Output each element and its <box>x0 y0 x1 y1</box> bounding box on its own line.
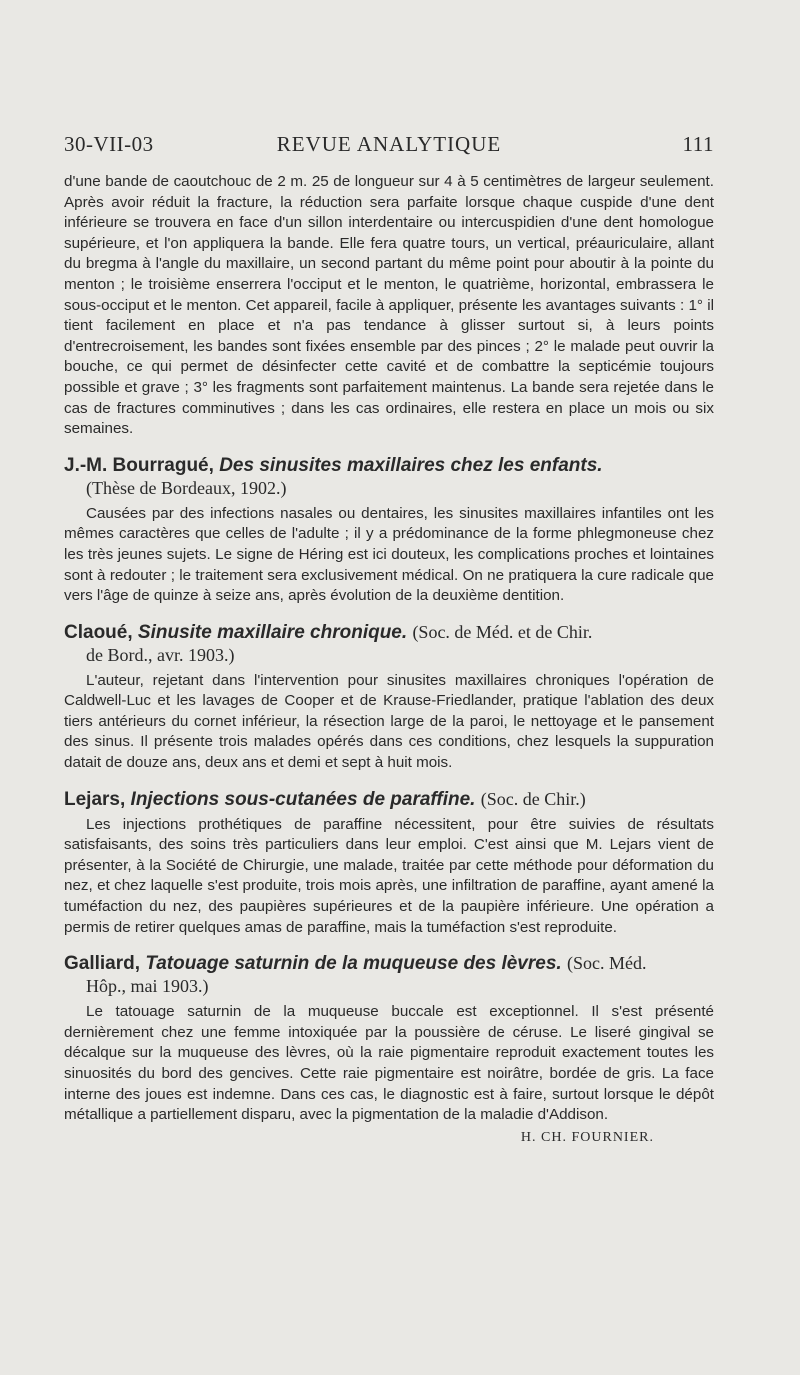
entry-heading <box>64 788 714 811</box>
review-entry <box>64 621 714 774</box>
entry-source: (Soc. de Chir.) <box>480 788 586 809</box>
entry-source-continued: Hôp., mai 1903.) <box>86 976 209 997</box>
review-entry <box>64 454 714 607</box>
signature: H. CH. FOURNIER. <box>520 1129 654 1145</box>
entry-text: L'auteur, rejetant dans l'intervention pour sinusites maxillaires chroniques l'opération de Caldwell-Luc et les lavages de Cooper et de Krause-Friedlander, pratique l'ablation des deux tiers antérieurs du cornet inférieur, la résection large de la paroi, le nettoyage et le pansement des sinus. Il présente trois malades opérés dans ces conditions, chez lesquels la suppuration datait de douze ans, deux ans et demi et sept à huit mois. <box>64 671 714 772</box>
review-entry <box>64 952 714 1148</box>
entry-work-title: Injections sous-cutanées de paraffine. <box>130 788 476 810</box>
entry-work-title: Des sinusites maxillaires chez les enfants. <box>219 454 603 476</box>
entry-heading <box>64 454 714 500</box>
entry-author: Galliard, <box>64 953 141 975</box>
entry-text: Les injections prothétiques de paraffine nécessitent, pour être suivies de résultats satisfaisants, des soins très particuliers dans leur emploi. C'est ainsi que M. Lejars vient de présenter, à la Société de Chirurgie, une malade, traitée par cette méthode pour déformation du nez, et chez laquelle s'est produite, trois mois après, une infiltration de paraffine, ayant amené la tuméfaction du nez, des paupières supérieures et de la paupière inférieure. Une opération a permis de retirer quelques amas de paraffine, mais la tuméfaction s'est reproduite. <box>64 815 714 936</box>
entry-work-title: Tatouage saturnin de la muqueuse des lèvres. <box>145 953 562 975</box>
entry-text: Causées par des infections nasales ou dentaires, les sinusites maxillaires infantiles ont les mêmes caractères que celles de l'adulte ; il y a prédominance de la forme phlegmoneuse chez les très jeunes sujets. Le signe de Héring est ici douteux, les complications proches et lointaines sont à redouter ; le traitement sera exclusivement médical. On ne pratiquera la cure radicale que vers l'âge de quinze à seize ans, après évolution de la deuxième dentition. <box>64 504 714 605</box>
review-entry <box>64 788 714 939</box>
entry-source: (Soc. de Méd. et de Chir. <box>412 621 593 642</box>
entry-author: Claoué, <box>64 621 133 643</box>
header-date: 30-VII-03 <box>64 132 154 156</box>
entry-source-continued: (Thèse de Bordeaux, 1902.) <box>86 477 287 498</box>
entry-heading <box>64 952 714 998</box>
entry-author: Lejars, <box>64 788 126 810</box>
intro-paragraph: d'une bande de caoutchouc de 2 m. 25 de longueur sur 4 à 5 centimètres de largeur seulement. Après avoir réduit la fracture, la réduction sera parfaite lorsque chaque cuspide d'une dent inférieure se trouvera en face d'un sillon interdentaire ou intercuspidien d'une dent homologue supérieure, et l'on appliquera la bande. Elle fera quatre tours, un vertical, préauriculaire, allant du bregma à l'angle du maxillaire, un second partant du même point pour aboutir à la pointe du menton ; le troisième enserrera l'occiput et le menton, le quatrième, horizontal, embrassera le sous-occiput et le menton. Cet appareil, facile à appliquer, présente les avantages suivants : 1° il tient facilement en place et n'a pas tendance à glisser surtout si, à leurs points d'entrecroisement, les bandes sont fixées ensemble par des pinces ; 2° le malade peut ouvrir la bouche, ce qui permet de désinfecter cette cavité et de combattre la septicémie toujours possible et grave ; 3° les fragments sont parfaitement maintenus. La bande sera rejetée dans le cas de fractures comminutives ; dans les cas ordinaires, elle restera en place un mois ou six semaines. <box>64 173 714 438</box>
running-header <box>64 132 714 162</box>
entry-work-title: Sinusite maxillaire chronique. <box>137 621 408 643</box>
entry-source: (Soc. Méd. <box>566 953 647 974</box>
article-body <box>64 172 714 1148</box>
journal-title: REVUE ANALYTIQUE <box>276 132 502 156</box>
entry-text: Le tatouage saturnin de la muqueuse buccale est exceptionnel. Il s'est présenté dernièrement chez une femme intoxiquée par la poussière de céruse. Le liseré gingival se décalque sur la muqueuse des lèvres, où la raie pigmentaire reproduit exactement toutes les sinuosités du bord des gencives. Cette raie pigmentaire est noirâtre, bordée de gris. La face interne des joues est indemne. Dans ces cas, le diagnostic est à faire, surtout lorsque le dépôt métallique a partiellement disparu, avec la pigmentation de la maladie d'Addison. <box>64 1003 714 1124</box>
entry-heading <box>64 621 714 667</box>
page-number: 111 <box>682 132 714 156</box>
entry-source-continued: de Bord., avr. 1903.) <box>86 644 235 665</box>
entry-author: J.-M. Bourragué, <box>64 454 214 476</box>
